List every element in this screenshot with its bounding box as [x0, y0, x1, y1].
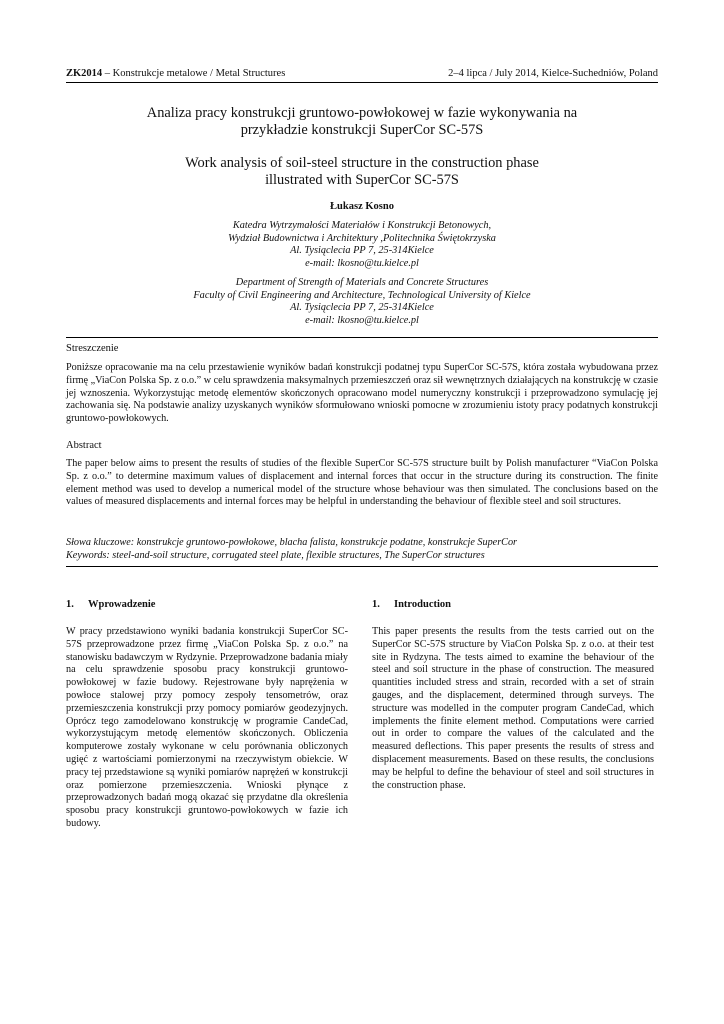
abstract-bottom-divider [66, 566, 658, 567]
affiliation-en-line: Faculty of Civil Engineering and Architecture, Technological University of Kielce [193, 289, 531, 301]
title-en-line-1: Work analysis of soil-steel structure in the construction phase [185, 155, 539, 171]
abstract-en-heading: Abstract [66, 440, 102, 451]
affiliation-pl-line: Al. Tysiąclecia PP 7, 25-314Kielce [290, 245, 434, 257]
header-conf-name: – Konstrukcje metalowe / Metal Structures [102, 68, 286, 79]
title-polish [66, 105, 658, 139]
abstract-top-divider [66, 337, 658, 338]
title-english [66, 155, 658, 189]
column-english [372, 598, 654, 792]
affiliation-pl-email: e-mail: lkosno@tu.kielce.pl [305, 258, 419, 270]
header-divider [66, 82, 658, 83]
abstract-pl-text: Poniższe opracowanie ma na celu przestawienie wyników badań konstrukcji podatnej typu SuperCor SC-57S, która została wybudowana przez firmę „ViaCon Polska Sp. z o.o.” w celu sprawdzenia maksymalnych przemieszczeń oraz sił wewnętrznych działających na konstrukcję w czasie jej wznoszenia. Wykorzystując metodę elementów skończonych opracowano model numeryczny konstrukcji i przeprowadzono symulację jej zachowania się. Na podstawie analizy uzyskanych wyników sformułowano wnioski pomocne w zrozumieniu istoty pracy podatnych konstrukcji gruntowo-powłokowych. [66, 362, 659, 425]
title-pl-line-1: Analiza pracy konstrukcji gruntowo-powłokowej w fazie wykonywania na [146, 105, 578, 121]
section-heading-wprowadzenie [66, 598, 348, 611]
affiliation-en-line: Al. Tysiąclecia PP 7, 25-314Kielce [290, 302, 434, 314]
affiliation-english [66, 277, 658, 328]
affiliation-pl-line: Wydział Budownictwa i Architektury ,Politechnika Świętokrzyska [228, 232, 496, 244]
section-number: 1. [372, 599, 380, 610]
affiliation-en-line: Department of Strength of Materials and Concrete Structures [235, 277, 489, 288]
affiliation-en-email: e-mail: lkosno@tu.kielce.pl [305, 315, 419, 327]
abstract-pl-heading: Streszczenie [66, 343, 119, 354]
running-header [66, 66, 658, 82]
section-body-english: This paper presents the results from the tests carried out on the SuperCor SC-57S structure by ViaCon Polska Sp. z o.o. at their test site in Rydzyna. The tests aimed to examine the behaviour of the steel and soil structure in the phase of construction. The measured quantities included stress and strain, recorded with a set of strain gauges, and the displacement, determined through surveys. The structure was modelled in the computer program CandeCad, which implements the finite element method. Computations were carried out in order to compare the values of the calculated and the measured deflections. This paper presents the results of stress and displacement measurements. Based on these results, the conclusions may be helpful to define the behaviour of steel and soil structures in the construction phase. [372, 626, 654, 791]
section-title: Wprowadzenie [88, 599, 156, 610]
author-name: Łukasz Kosno [330, 201, 394, 212]
title-en-line-2: illustrated with SuperCor SC-57S [265, 172, 459, 188]
abstract-en-text: The paper below aims to present the results of studies of the flexible SuperCor SC-57S structure built by Polish manufacturer “ViaCon Polska Sp. z o.o.” to determine maximum values of displacement and internal forces that occur in the structure during its construction. The finite element method was used to develop a numerical model of the structure whose behaviour was then simulated. The conclusions based on the values of measured displacements and internal forces may be helpful in understanding the behaviour of flexible steel and soil structures. [66, 458, 658, 508]
affiliation-polish [66, 220, 658, 271]
affiliation-pl-line: Katedra Wytrzymałości Materiałów i Konstrukcji Betonowych, [232, 220, 492, 231]
title-pl-line-2: przykładzie konstrukcji SuperCor SC-57S [240, 122, 484, 138]
header-conf-code: ZK2014 [66, 68, 103, 79]
header-date-place: 2–4 lipca / July 2014, Kielce-Suchedniów, Poland [448, 68, 658, 79]
section-title: Introduction [394, 599, 451, 610]
section-heading-introduction [372, 598, 654, 611]
column-polish [66, 598, 348, 831]
section-body-polish: W pracy przedstawiono wyniki badania konstrukcji SuperCor SC-57S przeprowadzone przez firmę „ViaCon Polska Sp. z o.o.” na stanowisku badawczym w Rydzynie. Przeprowadzone badania miały na celu sprawdzenie sposobu pracy konstrukcji gruntowo-powłokowej w fazie budowy. Rejestrowane były naprężenia w powłoce stalowej przy pomocy zespoły tensometrów, oraz przemieszczenia konstrukcji przy pomocy pomiarów geodezyjnych. Oprócz tego zamodelowano konstrukcję w programie CandeCad, wykorzystującym metodę elementów skończonych. Obliczenia komputerowe zostały wykonane w celu porównania obliczonych ugięć z wartościami pomierzonymi na rzeczywistym obiekcie. W pracy tej przedstawione są wyniki pomiarów naprężeń w konstrukcji oraz pomierzone przemieszczenia. Wnioski płynące z przeprowadzonych badań mogą okazać się przydatne dla określenia sposobu pracy konstrukcji gruntowo-powłokowych w fazie ich budowy. [66, 626, 348, 829]
keywords-english: Keywords: steel-and-soil structure, corrugated steel plate, flexible structures, The SuperCor structures [66, 549, 485, 561]
keywords-polish: Słowa kluczowe: konstrukcje gruntowo-powłokowe, blacha falista, konstrukcje podatne, konstrukcje SuperCor [66, 537, 518, 548]
header-conference [66, 66, 285, 82]
keywords-block [66, 537, 658, 563]
section-number: 1. [66, 599, 74, 610]
